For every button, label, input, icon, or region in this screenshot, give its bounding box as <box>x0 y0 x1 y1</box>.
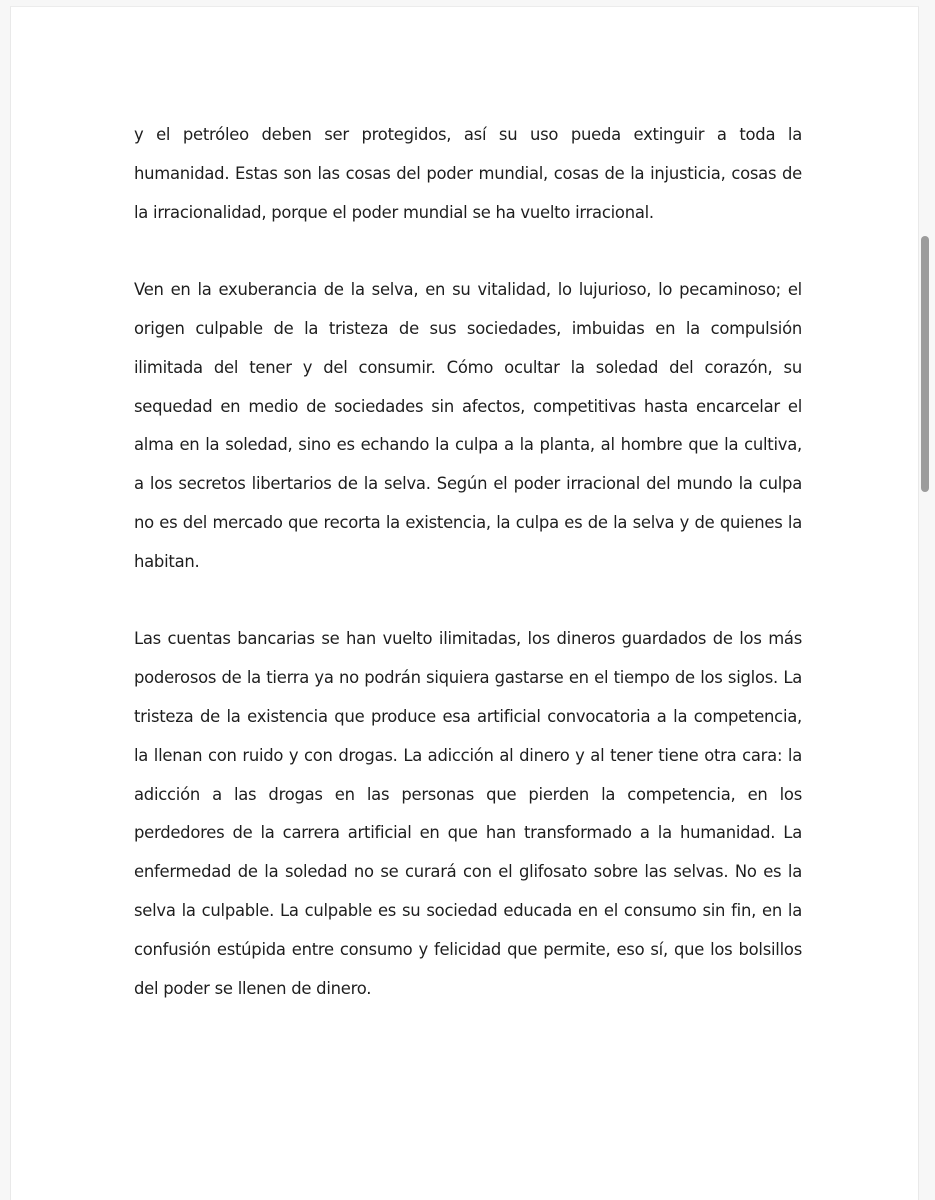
paragraph-3: Las cuentas bancarias se han vuelto ilimitadas, los dineros guardados de los más poderosos de la tierra ya no podrán siquiera gastarse en el tiempo de los siglos. La tristeza de la existencia que produce esa artificial convocatoria a la competencia, la llenan con ruido y con drogas. La adicción al dinero y al tener tiene otra cara: la adicción a las drogas en las personas que pierden la competencia, en los perdedores de la carrera artificial en que han transformado a la humanidad. La enfermedad de la soledad no se curará con el glifosato sobre las selvas. No es la selva la culpable. La culpable es su sociedad educada en el consumo sin fin, en la confusión estúpida entre consumo y felicidad que permite, eso sí, que los bolsillos del poder se llenen de dinero. <box>134 629 802 998</box>
paragraph-1: y el petróleo deben ser protegidos, así su uso pueda extinguir a toda la humanidad. Estas son las cosas del poder mundial, cosas de la injusticia, cosas de la irracionalidad, porque el poder mundial se ha vuelto irracional. <box>134 125 802 222</box>
page-content <box>134 116 802 1008</box>
document-page <box>10 6 919 1200</box>
paragraph-2: Ven en la exuberancia de la selva, en su vitalidad, lo lujurioso, lo pecaminoso; el origen culpable de la tristeza de sus sociedades, imbuidas en la compulsión ilimitada del tener y del consumir. Cómo ocultar la soledad del corazón, su sequedad en medio de sociedades sin afectos, competitivas hasta encarcelar el alma en la soledad, sino es echando la culpa a la planta, al hombre que la cultiva, a los secretos libertarios de la selva. Según el poder irracional del mundo la culpa no es del mercado que recorta la existencia, la culpa es de la selva y de quienes la habitan. <box>134 280 802 571</box>
vertical-scrollbar-thumb[interactable] <box>921 236 929 492</box>
